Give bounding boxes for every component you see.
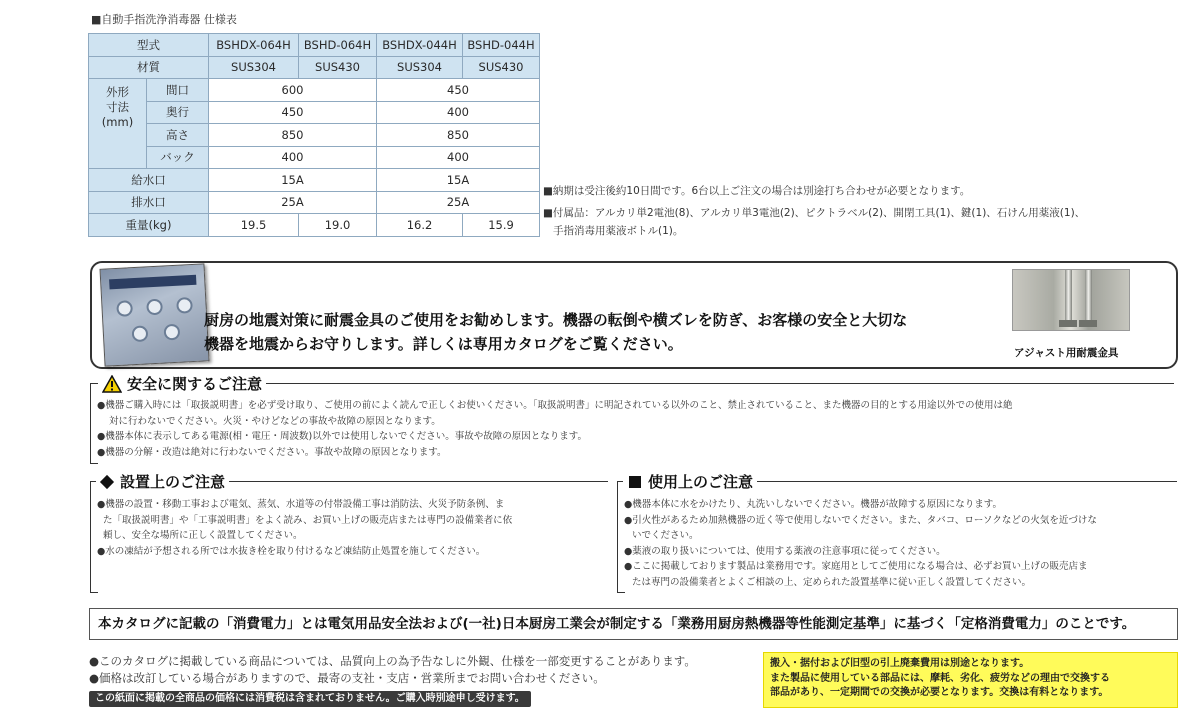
table-row	[89, 124, 540, 147]
square-icon	[629, 476, 641, 488]
back-value: 400	[209, 146, 377, 169]
list-item: ●機器本体に水をかけたり、丸洗いしないでください。機器が故障する原因になります。	[624, 499, 1003, 510]
list-item: ●機器本体に表示してある電源(相・電圧・周波数)以外では使用しないでください。事故や故障の原因となります。	[97, 431, 587, 442]
list-item: 対に行わないでください。火災・やけどなどの事故や故障の原因となります。	[109, 415, 441, 427]
weight-value: 15.9	[463, 214, 540, 237]
table-row	[89, 146, 540, 169]
earthquake-notice	[90, 261, 1178, 369]
fixture-caption: アジャスト用耐震金具	[1014, 347, 1119, 359]
model-cell: BSHDX-044H	[377, 34, 463, 57]
catalog-cover-image	[100, 263, 210, 366]
back-label: バック	[147, 146, 209, 169]
material-cell: SUS304	[377, 56, 463, 79]
drain-value: 25A	[377, 191, 540, 214]
warning-icon	[102, 375, 122, 393]
height-label: 高さ	[147, 124, 209, 147]
table-row	[89, 101, 540, 124]
tax-note: この紙面に掲載の全商品の価格には消費税は含まれておりません。ご購入時別途申し受けます。	[89, 691, 531, 707]
width-label: 間口	[147, 79, 209, 102]
depth-value: 400	[377, 101, 540, 124]
install-title	[96, 471, 229, 492]
table-row	[89, 34, 540, 57]
material-label: 材質	[89, 56, 209, 79]
drain-label: 排水口	[89, 191, 209, 214]
disposal-line: 部品があり、一定期間での交換が必要となります。交換は有料となります。	[770, 687, 1109, 698]
model-label: 型式	[89, 34, 209, 57]
height-value: 850	[377, 124, 540, 147]
water-inlet-value: 15A	[377, 169, 540, 192]
list-item: ●機器ご購入時には「取扱説明書」を必ず受け取り、ご使用の前によく読んで正しくお使いください。「取扱説明書」に明記されている以外のこと、禁止されていること、また機器の目的とする用途以外での使用は絶	[97, 400, 1013, 411]
depth-value: 450	[209, 101, 377, 124]
accessories-note-cont: 手指消毒用薬液ボトル(1)。	[553, 225, 684, 237]
usage-title	[623, 471, 757, 492]
model-cell: BSHD-044H	[463, 34, 540, 57]
spec-table	[88, 33, 540, 237]
price-revision-note: ●価格は改訂している場合がありますので、最寄の支社・支店・営業所までお問い合わせください。	[89, 671, 605, 685]
model-cell: BSHDX-064H	[209, 34, 299, 57]
diamond-icon	[100, 474, 114, 488]
drain-value: 25A	[209, 191, 377, 214]
list-item: た「取扱説明書」や「工事説明書」をよく読み、お買い上げの販売店または専門の設備業者に依	[103, 514, 513, 526]
table-row	[89, 191, 540, 214]
install-title-text: 設置上のご注意	[120, 473, 226, 491]
list-item: ●引火性があるため加熱機器の近く等で使用しないでください。また、タバコ、ローソクなどの火気を近づけな	[624, 514, 1097, 526]
list-item: たは専門の設備業者とよくご相談の上、定められた設置基準に従い正しく設置してください。	[632, 576, 1032, 588]
weight-label: 重量(kg)	[89, 214, 209, 237]
list-item: ●水の凍結が予想される所では水抜き栓を取り付けるなど凍結防止処置を施してください。	[97, 545, 486, 557]
safety-body	[97, 398, 1177, 460]
weight-value: 19.0	[299, 214, 377, 237]
seismic-fixture-image	[1012, 269, 1130, 331]
disposal-line: また製品に使用している部品には、摩耗、劣化、疲労などの理由で交換する	[770, 672, 1110, 684]
list-item: いでください。	[632, 530, 699, 541]
weight-value: 19.5	[209, 214, 299, 237]
width-value: 450	[377, 79, 540, 102]
material-cell: SUS430	[463, 56, 540, 79]
list-item: 頼し、安全な場所に正しく設置してください。	[103, 530, 303, 541]
table-row	[89, 169, 540, 192]
width-value: 600	[209, 79, 377, 102]
model-cell: BSHD-064H	[299, 34, 377, 57]
water-inlet-value: 15A	[209, 169, 377, 192]
water-inlet-label: 給水口	[89, 169, 209, 192]
table-row	[89, 56, 540, 79]
list-item: ●機器の設置・移動工事および電気、蒸気、水道等の付帯設備工事は消防法、火災予防条例、ま	[97, 499, 505, 510]
accessories-note: ■付属品：アルカリ単2電池(8)、アルカリ単3電池(2)、ピクトラベル(2)、開閉工具(1)、鍵(1)、石けん用薬液(1)、	[543, 207, 1086, 219]
spec-table-caption: ■自動手指洗浄消毒器 仕様表	[91, 13, 237, 26]
install-body	[97, 497, 607, 559]
weight-value: 16.2	[377, 214, 463, 237]
list-item: ●ここに掲載しております製品は業務用です。家庭用としてご使用になる場合は、必ずお買い上げの販売店ま	[624, 561, 1088, 572]
usage-body	[624, 497, 1174, 590]
disposal-note	[763, 652, 1178, 708]
disposal-line: 搬入・据付および旧型の引上廃棄費用は別途となります。	[770, 658, 1030, 669]
list-item: ●薬液の取り扱いについては、使用する薬液の注意事項に従ってください。	[624, 545, 946, 557]
catalog-change-note: ●このカタログに掲載している商品については、品質向上の為予告なしに外観、仕様を一部変更することがあります。	[89, 654, 696, 668]
power-consumption-banner: 本カタログに記載の「消費電力」とは電気用品安全法および(一社)日本厨房工業会が制定する「業務用厨房熱機器等性能測定基準」に基づく「定格消費電力」のことです。	[89, 608, 1178, 640]
material-cell: SUS304	[209, 56, 299, 79]
back-value: 400	[377, 146, 540, 169]
table-row	[89, 214, 540, 237]
table-row	[89, 79, 540, 102]
height-value: 850	[209, 124, 377, 147]
earthquake-line: 厨房の地震対策に耐震金具のご使用をお勧めします。機器の転倒や横ズレを防ぎ、お客様の安全と大切な	[204, 311, 908, 329]
dimensions-label: 外形 寸法 (mm)	[89, 79, 147, 169]
material-cell: SUS430	[299, 56, 377, 79]
safety-title	[98, 373, 266, 394]
earthquake-text	[204, 308, 907, 356]
delivery-note: ■納期は受注後約10日間です。6台以上ご注文の場合は別途打ち合わせが必要となります。	[543, 185, 971, 197]
earthquake-line: 機器を地震からお守りします。詳しくは専用カタログをご覧ください。	[204, 335, 683, 353]
list-item: ●機器の分解・改造は絶対に行わないでください。事故や故障の原因となります。	[97, 446, 447, 458]
usage-title-text: 使用上のご注意	[648, 473, 754, 491]
safety-title-text: 安全に関するご注意	[127, 375, 263, 393]
depth-label: 奥行	[147, 101, 209, 124]
